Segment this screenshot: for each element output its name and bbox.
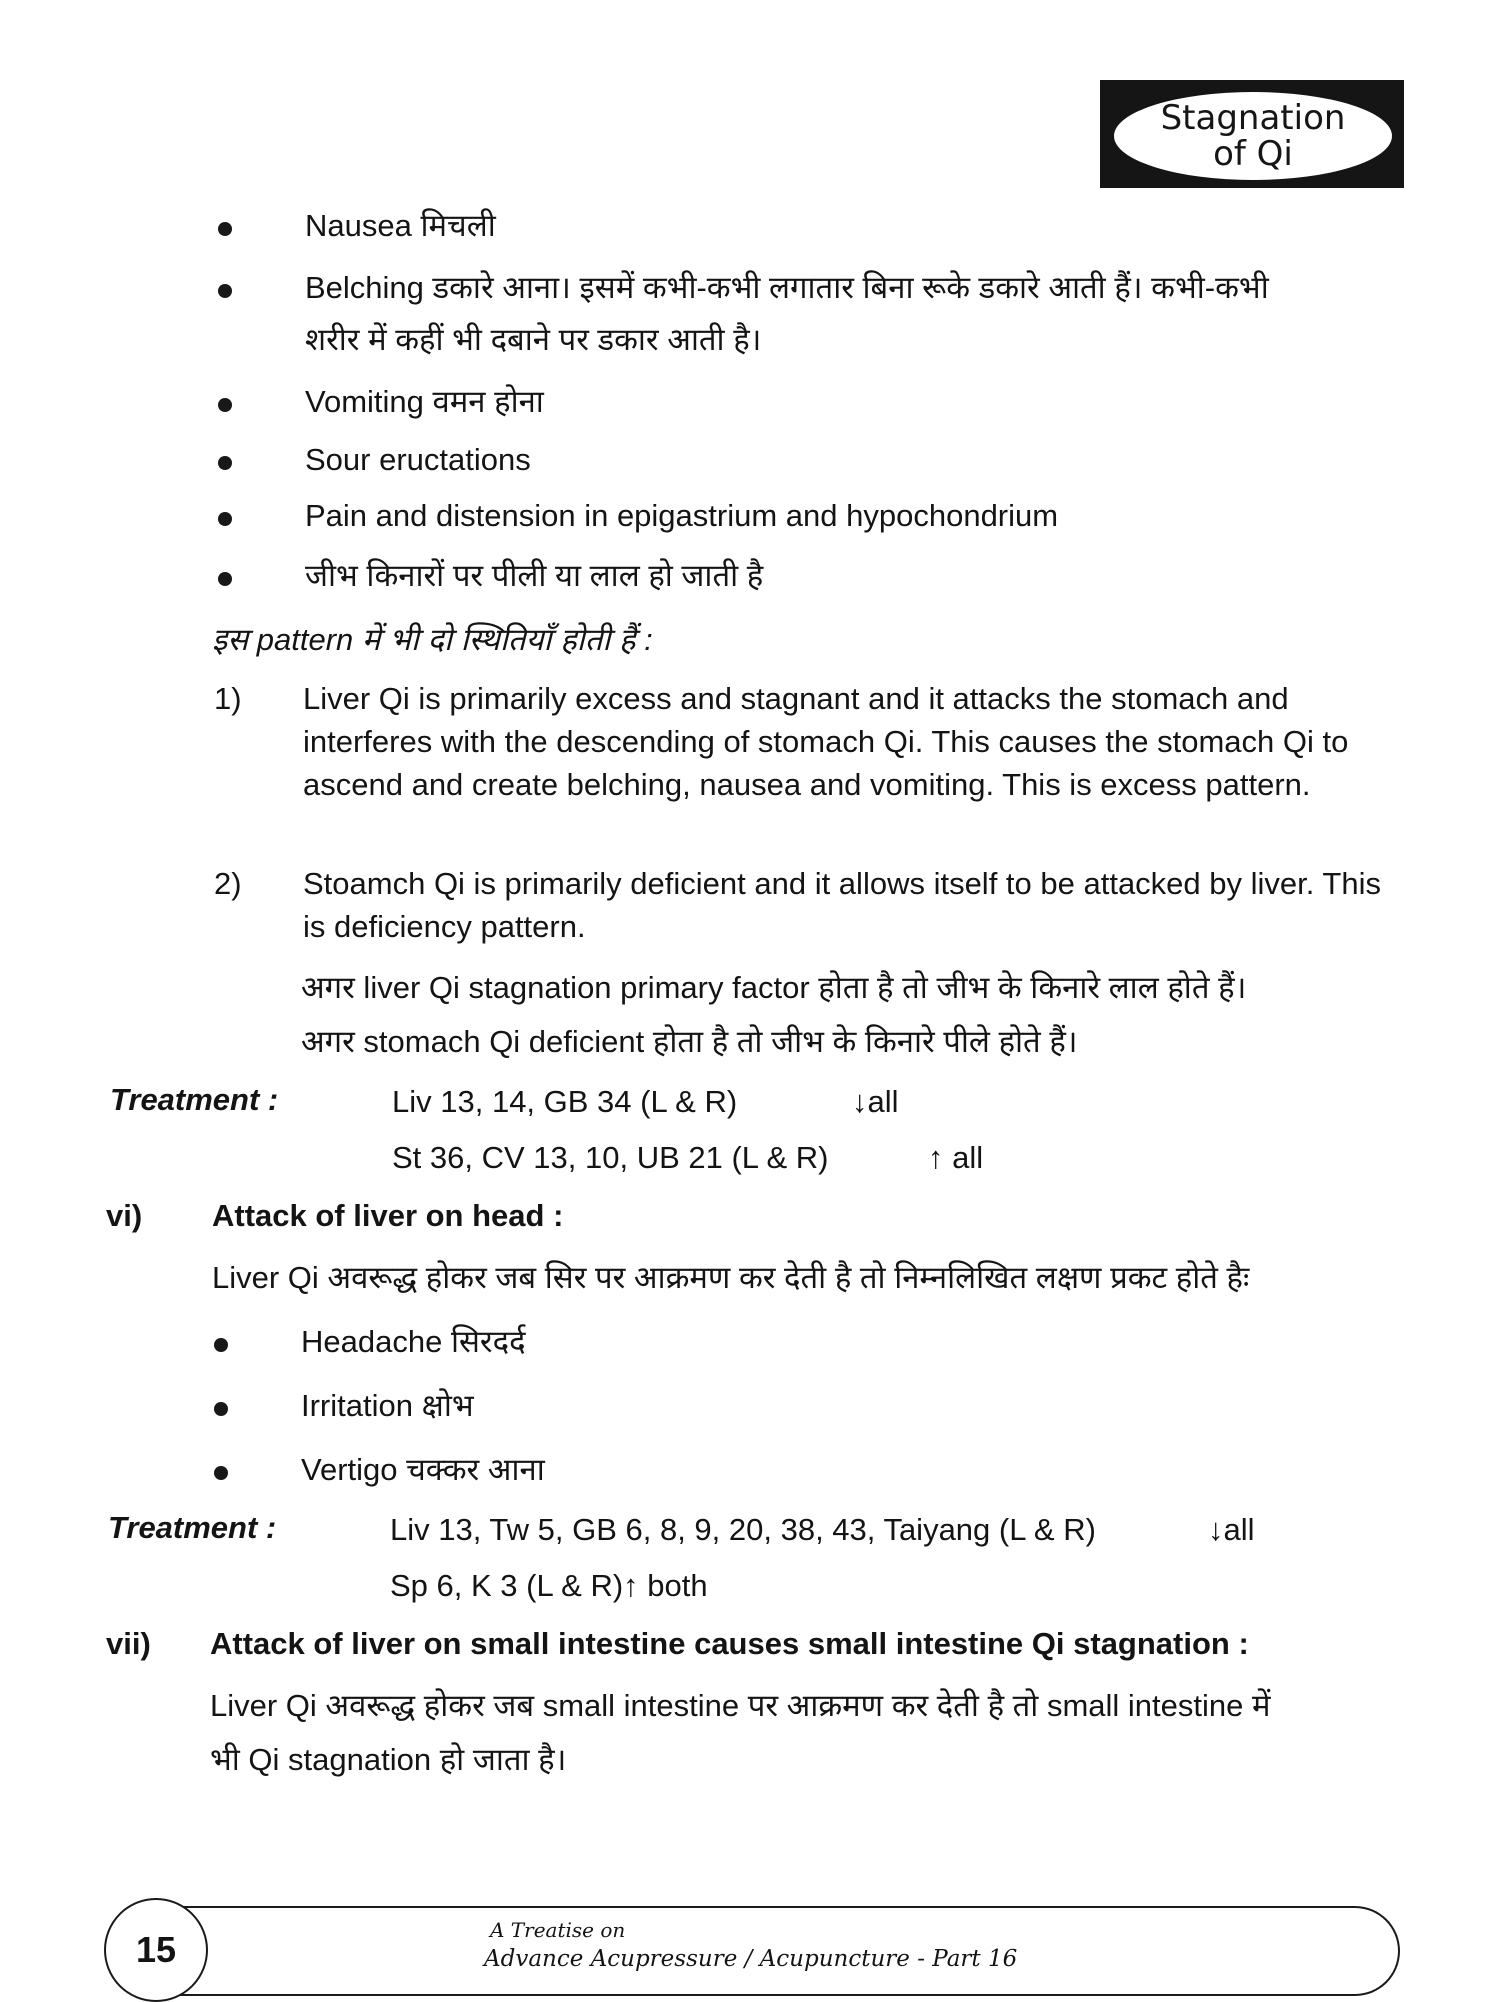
section-intro: Liver Qi अवरूद्ध होकर जब सिर पर आक्रमण कर देती है तो निम्नलिखित लक्षण प्रकट होते हैः [212, 1260, 1250, 1295]
pattern-text: Stoamch Qi is primarily deficient and it allows itself to be attacked by liver. This is deficiency pattern. [303, 866, 1381, 944]
increase-arrow: ↑ all [928, 1140, 984, 1175]
symptom-belching-continuation: शरीर में कहीं भी दबाने पर डकार आती है। [305, 322, 762, 357]
symptom-vertigo: Vertigo चक्कर आना [301, 1452, 545, 1487]
tongue-note: अगर stomach Qi deficient होता है तो जीभ के किनारे पीले होते हैं। [301, 1024, 1078, 1059]
page-number [104, 1898, 208, 2002]
page-number-text: 15 [135, 1929, 177, 1970]
pattern-number: 1) [214, 681, 242, 716]
section-badge [1100, 80, 1404, 188]
symptom-headache: Headache सिरदर्द [301, 1324, 526, 1359]
bullet-icon [218, 512, 232, 526]
symptom-vomiting: Vomiting वमन होना [305, 384, 544, 419]
footer-title-line2: Advance Acupressure / Acupuncture - Part 16 [484, 1946, 1018, 1972]
tongue-note: अगर liver Qi stagnation primary factor होता है तो जीभ के किनारे लाल होते हैं। [301, 970, 1247, 1005]
section-number: vii) [106, 1626, 151, 1661]
section-text: Liver Qi अवरूद्ध होकर जब small intestine पर आक्रमण कर देती है तो small intestine में [210, 1688, 1271, 1723]
section-number: vi) [106, 1198, 143, 1233]
section-title: Attack of liver on head : [212, 1198, 564, 1233]
pattern-number: 2) [214, 866, 242, 901]
section-title: Attack of liver on small intestine causes small intestine Qi stagnation : [210, 1626, 1249, 1661]
treatment-points: Liv 13, Tw 5, GB 6, 8, 9, 20, 38, 43, Taiyang (L & R) [390, 1512, 1096, 1547]
symptom-irritation: Irritation क्षोभ [301, 1388, 474, 1423]
bullet-icon [214, 1466, 228, 1480]
decrease-arrow: ↓all [852, 1084, 899, 1119]
treatment-label: Treatment : [108, 1510, 277, 1545]
badge-line1: Stagnation [1160, 98, 1346, 138]
bullet-icon [214, 1338, 228, 1352]
footer-title-line1: A Treatise on [490, 1918, 626, 1942]
bullet-icon [218, 456, 232, 470]
treatment-label: Treatment : [110, 1082, 279, 1117]
section-badge-pill [1112, 90, 1394, 182]
symptom-belching: Belching डकारे आना। इसमें कभी-कभी लगातार बिना रूके डकारे आती हैं। कभी-कभी [305, 270, 1269, 305]
symptom-pain-distension: Pain and distension in epigastrium and hypochondrium [305, 498, 1059, 533]
pattern-text: Liver Qi is primarily excess and stagnant and it attacks the stomach and interferes with the descending of stomach Qi. This causes the stomach Qi to ascend and create belching, nausea and vomiting. This is excess pattern. [303, 681, 1349, 802]
bullet-icon [218, 572, 232, 586]
bullet-icon [214, 1402, 228, 1416]
pattern-intro: इस pattern में भी दो स्थितियाँ होती हैं : [212, 622, 653, 657]
bullet-icon [218, 398, 232, 412]
symptom-sour-eructations: Sour eructations [305, 442, 531, 477]
badge-line2: of Qi [1213, 134, 1293, 174]
treatment-points: Liv 13, 14, GB 34 (L & R) [392, 1084, 738, 1119]
bullet-icon [218, 284, 232, 298]
decrease-arrow: ↓all [1208, 1512, 1255, 1547]
symptom-nausea: Nausea मिचली [305, 208, 496, 243]
treatment-points: Sp 6, K 3 (L & R)↑ both [390, 1568, 708, 1603]
bullet-icon [218, 222, 232, 236]
treatment-points: St 36, CV 13, 10, UB 21 (L & R) [392, 1140, 829, 1175]
symptom-tongue: जीभ किनारों पर पीली या लाल हो जाती है [305, 558, 764, 593]
section-text: भी Qi stagnation हो जाता है। [210, 1742, 567, 1777]
